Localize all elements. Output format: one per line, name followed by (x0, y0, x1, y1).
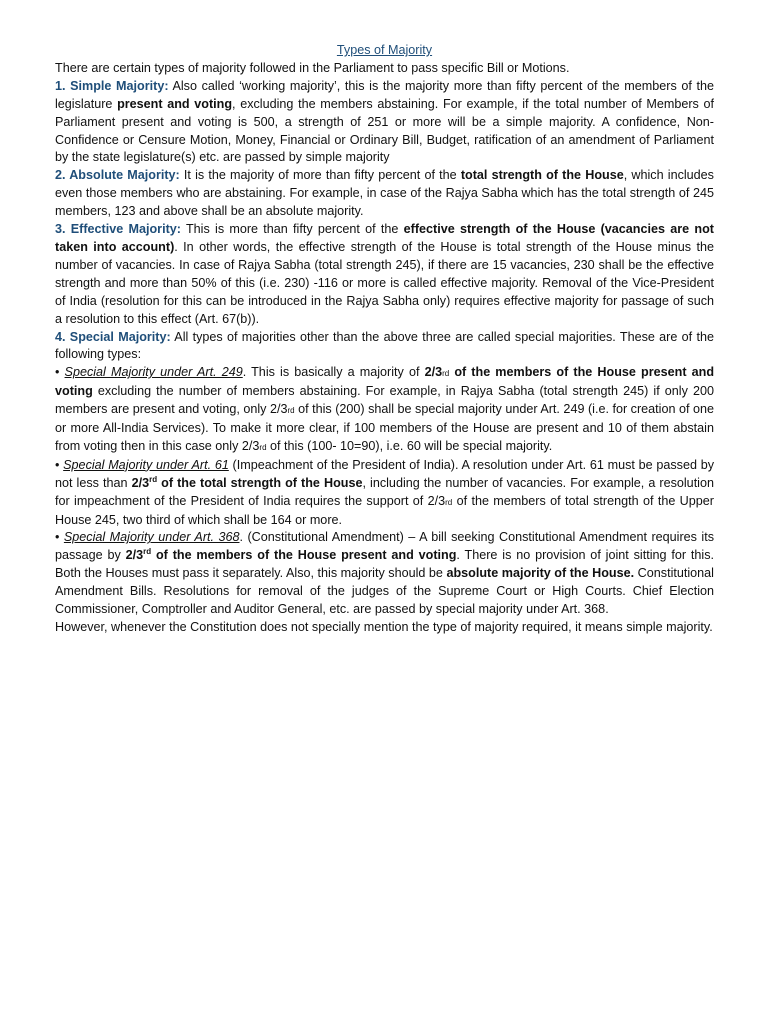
art249-text-2: excluding the number of members abstaining. For example, in Rajya Sabha (total strength 245) if only 200 members are present and voting, only 2/3 (55, 384, 714, 417)
document-page (55, 42, 714, 637)
absolute-majority-bold-1: total strength of the House (460, 168, 624, 183)
special-majority-paragraph (55, 329, 714, 365)
effective-majority-paragraph (55, 221, 714, 328)
simple-majority-text-2: , excluding the members abstaining. For example, if the total number of Members of Parliament present and voting is 500, a strength of 251 or more will be a simple majority. A confidence, Non-Confidence or Censure Motion, Money, Financial or Ordinary Bill, Budget, ratification of an amendment of Parliament by the state legislature(s) etc. are passed by simple majority (55, 96, 714, 165)
absolute-majority-text-1: It is the majority of more than fifty percent of the (179, 168, 461, 183)
effective-majority-heading: 3. Effective Majority: (55, 222, 181, 237)
art249-sup-1: rd (442, 369, 450, 379)
bullet-icon: • (55, 365, 60, 380)
art61-bold-2: of the total strength of the House (157, 475, 363, 490)
simple-majority-heading: 1. Simple Majority: (55, 78, 169, 93)
art249-label: Special Majority under Art. 249 (64, 365, 243, 380)
art249-text-3: of this (200) shall be special majority under Art. 249 (i.e. for creation of one or more All-India Services). To make it more clear, if 100 members of the House are present and 10 of them abstain from voting then in this case only 2/3 (55, 402, 714, 453)
art368-paragraph (55, 529, 714, 619)
art368-bold-3: absolute majority of the House. (446, 566, 635, 581)
effective-majority-text-2: . In other words, the effective strength of the House is total strength of the House minus the number of vacancies. In case of Rajya Sabha (total strength 245), if there are 15 vacancies, 230 shall be the effective strength and more than 50% of this (i.e. 230) -116 or more is called effective majority. Removal of the Vice-President of India (resolution for this can be introduced in the Rajya Sabha only) requires effective majority for passage of such a resolution to this effect (Art. 67(b)). (55, 239, 714, 326)
art249-bold-2: of the members of the House present and voting (55, 365, 715, 399)
art61-paragraph (55, 457, 714, 530)
art249-text-1: . This is basically a majority of (242, 365, 425, 380)
art249-sup-2: rd (287, 406, 295, 416)
page-title: Types of Majority (336, 43, 433, 57)
absolute-majority-heading: 2. Absolute Majority: (55, 168, 180, 183)
special-majority-text-1: All types of majorities other than the above three are called special majorities. These are of the following types: (55, 329, 714, 362)
art368-bold-1: 2/3 (125, 548, 144, 563)
art61-text-3: of the members of total strength of the Upper House 245, two third of which shall be 164 or more. (55, 493, 714, 527)
effective-majority-bold-1: effective strength of the House (vacancies are not taken into account) (55, 222, 714, 254)
art61-bold-1: 2/3 (131, 475, 150, 490)
closing-paragraph: However, whenever the Constitution does not specially mention the type of majority required, it means simple majority. (55, 620, 713, 634)
art249-text-4: of this (100- 10=90), i.e. 60 will be special majority. (266, 438, 553, 453)
bullet-icon: • (55, 530, 60, 545)
simple-majority-paragraph (55, 78, 714, 168)
art249-bold-1: 2/3 (424, 365, 443, 380)
art368-label: Special Majority under Art. 368 (63, 530, 240, 545)
effective-majority-text-1: This is more than fifty percent of the (180, 222, 404, 237)
absolute-majority-paragraph (55, 167, 714, 221)
art368-bold-2: of the members of the House present and voting (151, 548, 457, 563)
art61-label: Special Majority under Art. 61 (63, 457, 229, 472)
art368-text-2: . There is no provision of joint sitting for this. Both the Houses must pass it separately. Also, this majority should be (55, 548, 714, 581)
simple-majority-bold-1: present and voting (117, 96, 233, 111)
absolute-majority-text-2: , which includes even those members who are abstaining. For example, in case of the Rajya Sabha which has the total strength of 245 members, 123 and above shall be an absolute majority. (55, 168, 714, 219)
art368-text-3: Constitutional Amendment Bills. Resolutions for removal of the judges of the Supreme Court or High Courts. Chief Election Commissioner, Comptroller and Auditor General, etc. are passed by special majority under Art. 368. (55, 566, 714, 617)
art249-paragraph (55, 364, 714, 457)
art249-sup-3: rd (259, 442, 267, 452)
art368-text-1: . (Constitutional Amendment) – A bill seeking Constitutional Amendment requires its passage by (55, 530, 714, 563)
bullet-icon: • (55, 457, 60, 472)
art61-sup-2: rd (445, 497, 453, 507)
art368-sup-1: rd (143, 547, 152, 557)
art61-text-2: , including the number of vacancies. For example, a resolution for impeachment of the President of India requires the support of 2/3 (55, 475, 714, 508)
simple-majority-text-1: Also called ‘working majority’, this is the majority more than fifty percent of the members of the legislature (55, 78, 714, 111)
art61-sup-1: rd (149, 474, 158, 484)
intro-paragraph: There are certain types of majority followed in the Parliament to pass specific Bill or Motions. (55, 60, 570, 75)
art61-text-1: (Impeachment of the President of India). A resolution under Art. 61 must be passed by not less than (55, 457, 714, 490)
special-majority-heading: 4. Special Majority: (55, 329, 171, 344)
